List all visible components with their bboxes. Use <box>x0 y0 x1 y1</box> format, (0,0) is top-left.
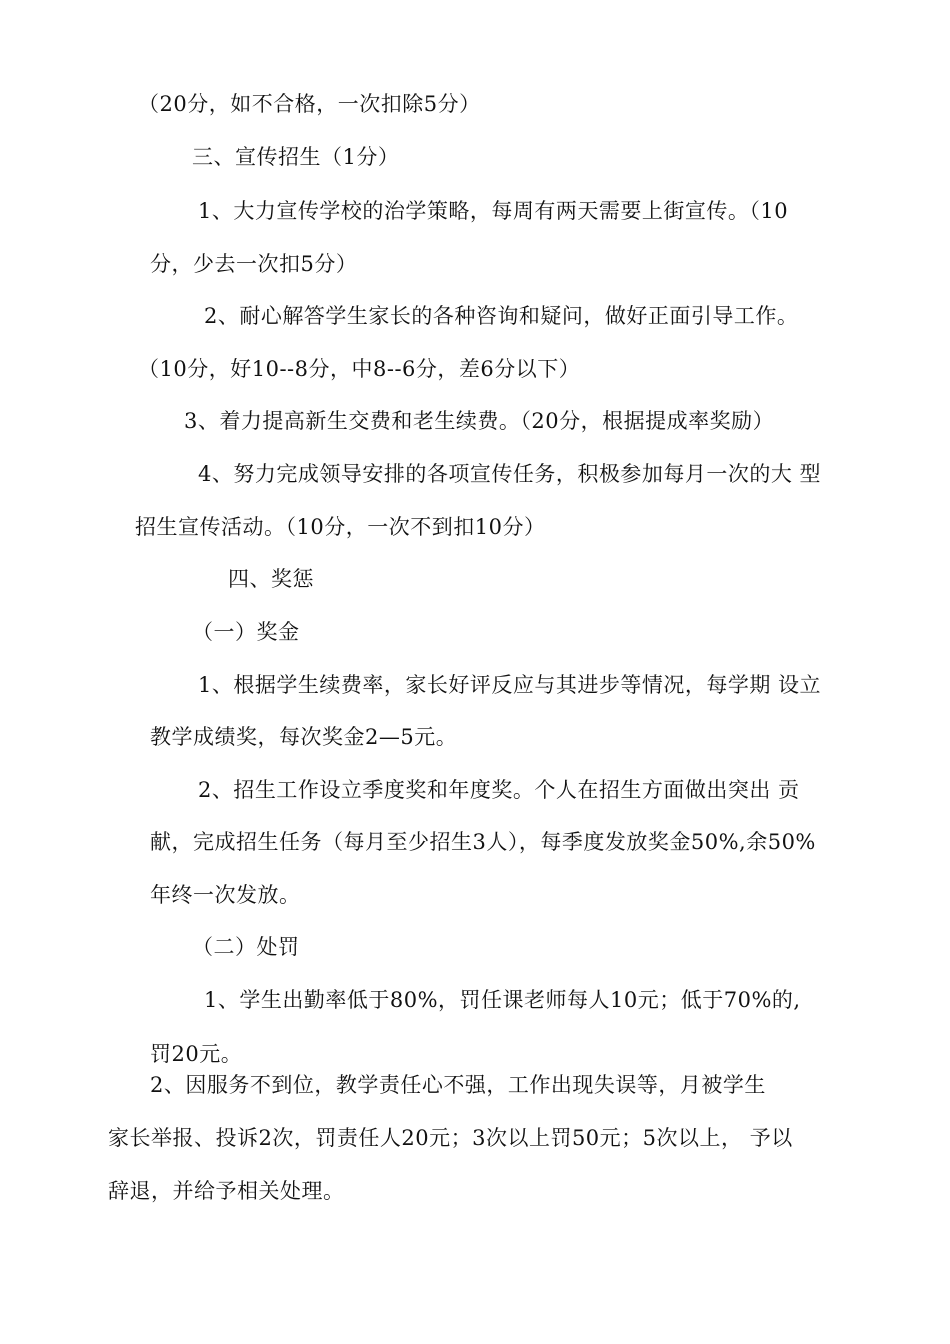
text-line: 招生宣传活动。（10分，一次不到扣10分） <box>135 515 546 539</box>
text-line: 年终一次发放。 <box>150 883 301 907</box>
text-line: 家长举报、投诉2次，罚责任人20元；3次以上罚50元；5次以上， 予以 <box>108 1126 793 1150</box>
text-line: 1、大力宣传学校的治学策略，每周有两天需要上街宣传。（10 <box>198 199 789 223</box>
text-line: 罚20元。 <box>150 1042 243 1066</box>
text-line: 2、因服务不到位，教学责任心不强，工作出现失误等，月被学生 <box>150 1073 766 1097</box>
text-line: 2、耐心解答学生家长的各种咨询和疑问，做好正面引导工作。 <box>204 304 799 328</box>
text-line: 献，完成招生任务（每月至少招生3人），每季度发放奖金50%,余50% <box>150 830 816 854</box>
text-line: 分，少去一次扣5分） <box>150 252 358 276</box>
section-heading: 三、宣传招生（1分） <box>192 145 400 169</box>
text-line: （20分，如不合格，一次扣除5分） <box>138 92 481 116</box>
text-line: 1、根据学生续费率，家长好评反应与其进步等情况，每学期 设立 <box>198 673 822 697</box>
subsection-heading: （二）处罚 <box>192 935 300 959</box>
text-line: 4、努力完成领导安排的各项宣传任务，积极参加每月一次的大 型 <box>198 462 822 486</box>
text-line: 教学成绩奖，每次奖金2—5元。 <box>150 725 458 749</box>
subsection-heading: （一）奖金 <box>192 620 300 644</box>
text-line: （10分，好10--8分，中8--6分，差6分以下） <box>138 357 581 381</box>
text-line: 1、学生出勤率低于80%，罚任课老师每人10元；低于70%的, <box>204 988 801 1012</box>
text-line: 辞退，并给予相关处理。 <box>108 1179 345 1203</box>
text-line: 3、着力提高新生交费和老生续费。（20分，根据提成率奖励） <box>184 409 775 433</box>
text-line: 2、招生工作设立季度奖和年度奖。个人在招生方面做出突出 贡 <box>198 778 800 802</box>
section-heading: 四、奖惩 <box>228 567 314 591</box>
